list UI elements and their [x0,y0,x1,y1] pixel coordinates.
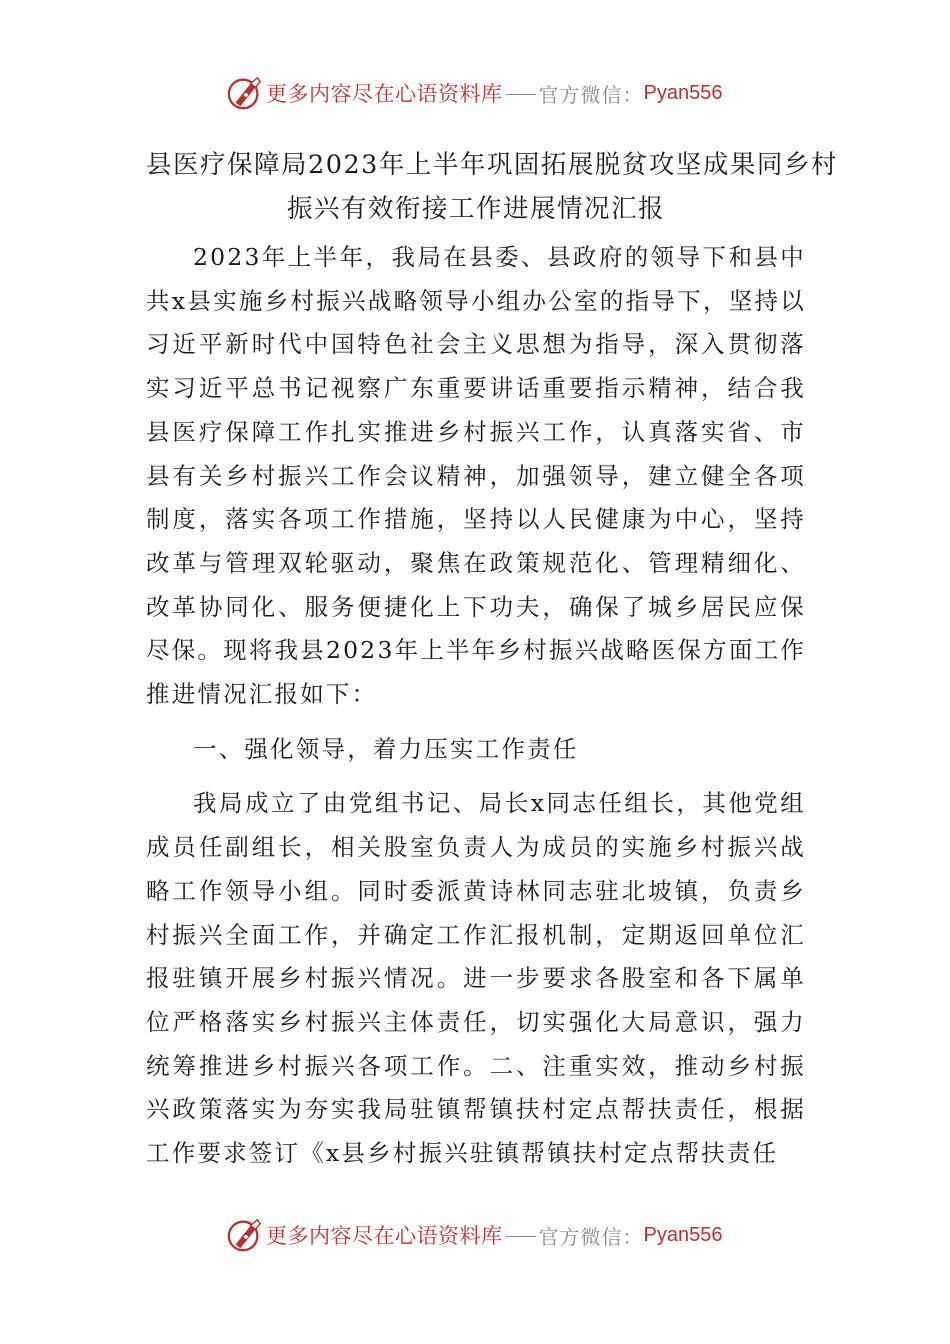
watermark-contact-id: Pyan556 [643,1223,723,1246]
pen-nib-circle-logo-icon [226,74,264,112]
watermark-banner-top [226,73,722,113]
document-title-line-2: 振兴有效衔接工作进展情况汇报 [286,194,665,224]
watermark-divider [506,1236,536,1237]
body-paragraph: 我局成立了由党组书记、局长x同志任组长，其他党组成员任副组长，相关股室负责人为成员的实施乡村振兴战略工作领导小组。同时委派黄诗林同志驻北坡镇，负责乡村振兴全面工作，并确定工作汇报机制，定期返回单位汇报驻镇开展乡村振兴情况。进一步要求各股室和各下属单位严格落实乡村振兴主体责任，切实强化大局意识，强力统筹推进乡村振兴各项工作。二、注重实效，推动乡村振兴政策落实为夯实我局驻镇帮镇扶村定点帮扶责任，根据工作要求签订《x县乡村振兴驻镇帮镇扶村定点帮扶责任 [146,789,806,1168]
document-body [146,236,806,1176]
section-heading: 一、强化领导，着力压实工作责任 [193,734,579,763]
pen-nib-circle-logo-icon [226,1216,264,1254]
watermark-contact-id: Pyan556 [643,81,723,104]
watermark-brand-text: 更多内容尽在心语资料库 [266,82,503,106]
body-paragraph: 2023年上半年，我局在县委、县政府的领导下和县中共x县实施乡村振兴战略领导小组办公室的指导下，坚持以习近平新时代中国特色社会主义思想为指导，深入贯彻落实习近平总书记视察广东重要讲话重要指示精神，结合我县医疗保障工作扎实推进乡村振兴工作，认真落实省、市县有关乡村振兴工作会议精神，加强领导，建立健全各项制度，落实各项工作措施，坚持以人民健康为中心，坚持改革与管理双轮驱动，聚焦在政策规范化、管理精细化、改革协同化、服务便捷化上下功夫，确保了城乡居民应保尽保。现将我县2023年上半年乡村振兴战略医保方面工作推进情况汇报如下： [146,243,806,709]
watermark-banner-bottom [226,1215,722,1255]
watermark-divider [506,94,536,95]
watermark-contact-label: 官方微信： [538,82,644,107]
document-title-line-1: 县医疗保障局2023年上半年巩固拓展脱贫攻坚成果同乡村 [146,150,838,180]
watermark-contact-label: 官方微信： [538,1224,644,1249]
document-title [146,143,838,231]
watermark-brand-text: 更多内容尽在心语资料库 [266,1224,503,1248]
